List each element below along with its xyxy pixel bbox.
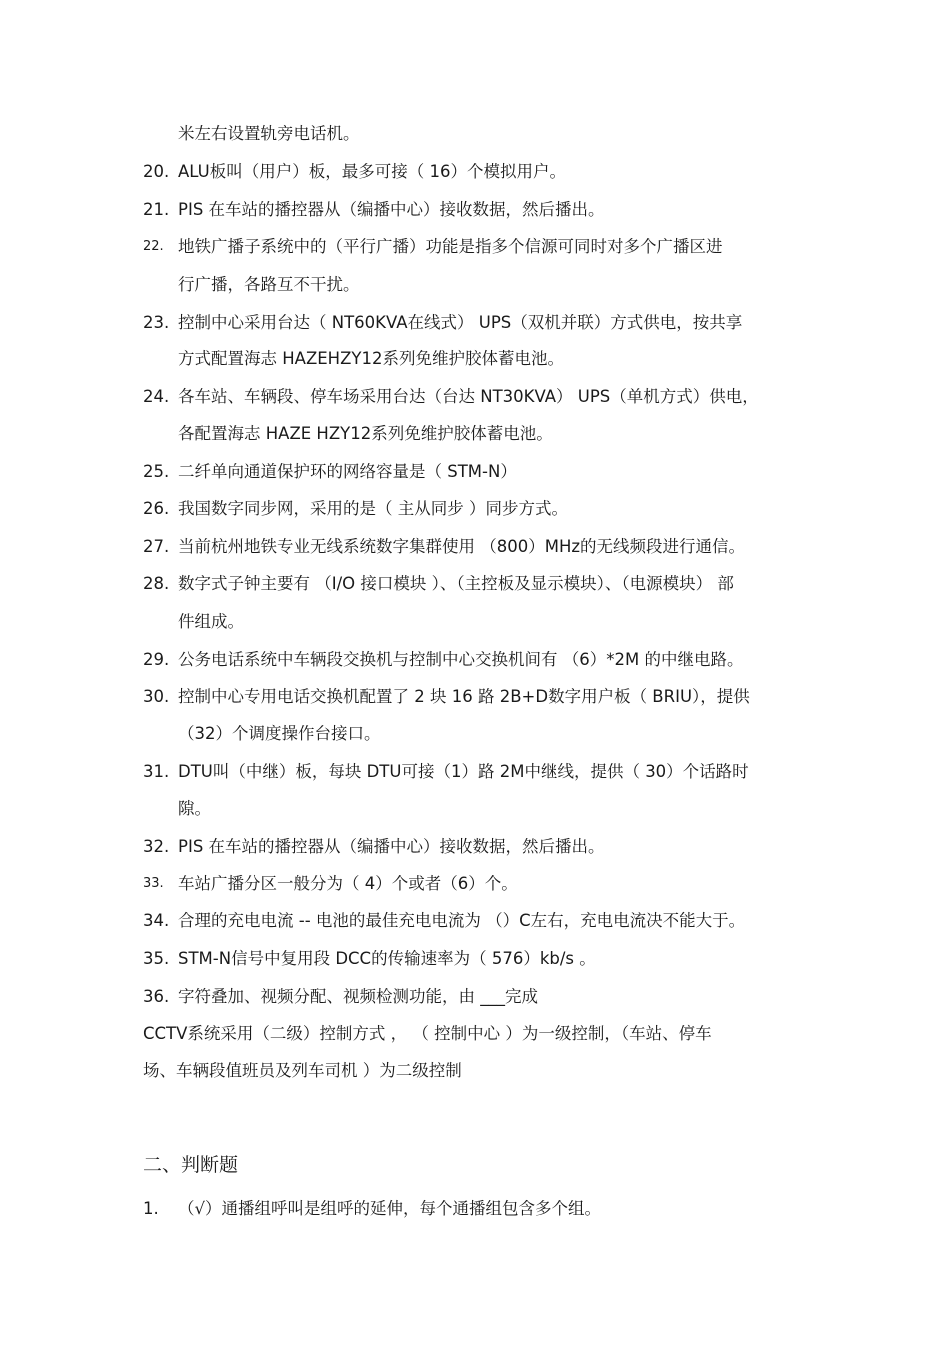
- item-text: DTU叫（中继）板，每块 DTU可接（1）路 2M中继线，提供（ 30）个话路时: [178, 762, 749, 781]
- item-number: 34.: [143, 911, 170, 930]
- line-text: 隙。: [178, 799, 211, 818]
- line-text: 米左右设置轨旁电话机。: [178, 124, 360, 143]
- item-text: （√）通播组呼叫是组呼的延伸，每个通播组包含多个组。: [178, 1199, 602, 1218]
- item-text: STM-N信号中复用段 DCC的传输速率为（ 576）kb/s 。: [178, 949, 596, 968]
- item-text: 车站广播分区一般分为（ 4）个或者（6）个。: [178, 874, 518, 893]
- item-text: ALU板叫（用户）板，最多可接（ 16）个模拟用户。: [178, 162, 566, 181]
- line-text: （32）个调度操作台接口。: [178, 724, 381, 743]
- item-number: 23.: [143, 313, 170, 332]
- item-number: 28.: [143, 574, 170, 593]
- item-number: 27.: [143, 537, 170, 556]
- item-number: 35.: [143, 949, 170, 968]
- item-number: 26.: [143, 499, 170, 518]
- line-text: 方式配置海志 HAZEHZY12系列免维护胶体蓄电池。: [178, 349, 564, 368]
- item-number: 33.: [143, 876, 164, 891]
- item-number: 22.: [143, 239, 164, 254]
- item-number: 21.: [143, 200, 170, 219]
- section-title: 二、判断题: [143, 1154, 239, 1176]
- item-number: 29.: [143, 650, 170, 669]
- item-text: 我国数字同步网，采用的是（ 主从同步 ）同步方式。: [178, 499, 568, 518]
- item-text: PIS 在车站的播控器从（编播中心）接收数据，然后播出。: [178, 200, 605, 219]
- item-text: PIS 在车站的播控器从（编播中心）接收数据，然后播出。: [178, 837, 605, 856]
- line-text: 行广播，各路互不干扰。: [178, 275, 360, 294]
- line-text: 各配置海志 HAZE HZY12系列免维护胶体蓄电池。: [178, 424, 553, 443]
- item-text: 合理的充电电流 -- 电池的最佳充电电流为 （）C左右，充电电流决不能大于。: [178, 911, 746, 930]
- item-text: 公务电话系统中车辆段交换机与控制中心交换机间有 （6）*2M 的中继电路。: [178, 650, 744, 669]
- line-text: CCTV系统采用（二级）控制方式 ， （ 控制中心 ）为一级控制，（车站、停车: [143, 1024, 712, 1043]
- item-text: 当前杭州地铁专业无线系统数字集群使用 （800）MHz的无线频段进行通信。: [178, 537, 746, 556]
- item-text: 控制中心专用电话交换机配置了 2 块 16 路 2B+D数字用户板（ BRIU），提供: [178, 687, 750, 706]
- item-number: 32.: [143, 837, 170, 856]
- item-number: 1.: [143, 1199, 159, 1218]
- line-text: 场、车辆段值班员及列车司机 ）为二级控制: [143, 1061, 462, 1080]
- item-text: 各车站、车辆段、停车场采用台达（台达 NT30KVA） UPS（单机方式）供电，: [178, 387, 759, 406]
- item-number: 20.: [143, 162, 170, 181]
- item-number: 31.: [143, 762, 170, 781]
- item-number: 30.: [143, 687, 170, 706]
- item-text: 控制中心采用台达（ NT60KVA在线式） UPS（双机并联）方式供电，按共享: [178, 313, 743, 332]
- item-text: 数字式子钟主要有 （I/O 接口模块 ）、（主控板及显示模块）、（电源模块） 部: [178, 574, 734, 593]
- item-text: 地铁广播子系统中的（平行广播）功能是指多个信源可同时对多个广播区进: [178, 237, 723, 256]
- item-number: 24.: [143, 387, 170, 406]
- item-text: 二纤单向通道保护环的网络容量是（ STM-N）: [178, 462, 517, 481]
- item-number: 36.: [143, 987, 170, 1006]
- item-number: 25.: [143, 462, 170, 481]
- line-text: 件组成。: [178, 612, 244, 631]
- item-text: 字符叠加、视频分配、视频检测功能，由 ___完成: [178, 987, 538, 1006]
